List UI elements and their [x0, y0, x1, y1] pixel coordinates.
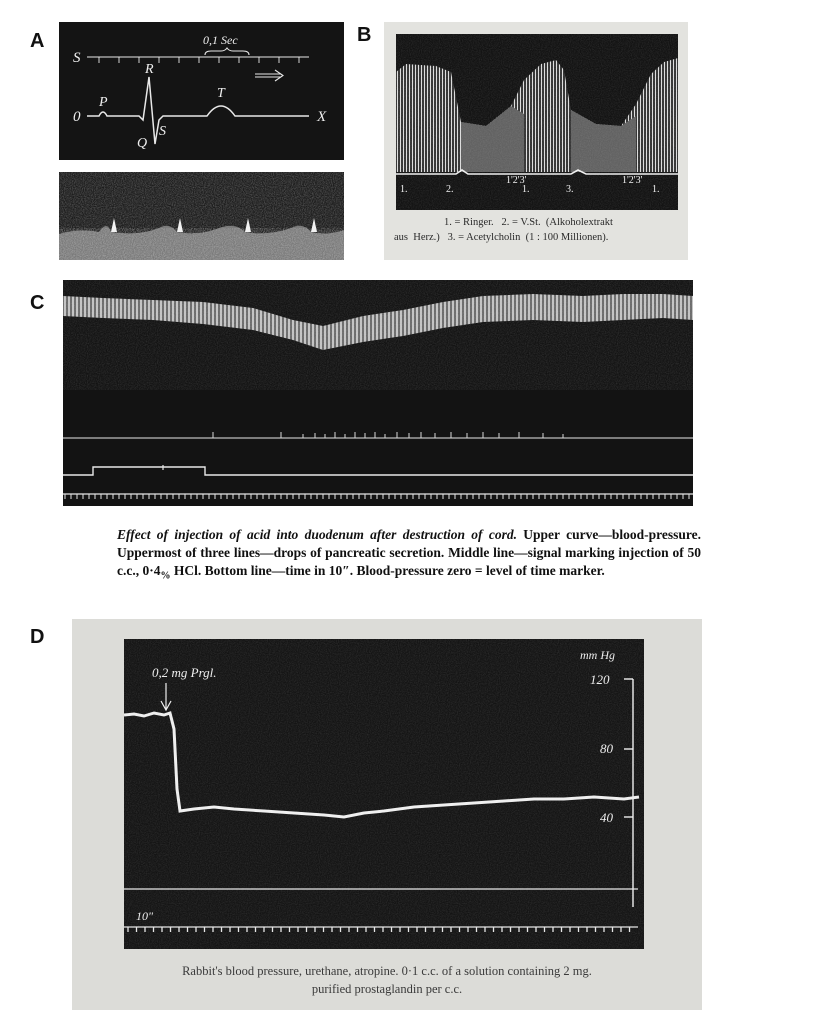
panel-letter-b: B: [357, 24, 372, 46]
marker-1a: 1.: [400, 184, 408, 195]
time-scale-ticks: [99, 57, 299, 63]
panel-d-frame: [72, 619, 702, 1010]
q-wave-label: Q: [137, 136, 148, 151]
panel-c-caption-part1: Upper curve—blood-pressure. Uppermost of three lines—drops of pancreatic secretion. Middle line—signal marking injection of 50 c.c., 0·4: [117, 527, 701, 578]
time-scale-label: 0,1 Sec: [203, 33, 238, 47]
panel-d-recording: [124, 639, 644, 949]
panel-b-caption-line1: 1. = Ringer. 2. = V.St. (Alkoholextrakt: [444, 217, 613, 228]
panel-letter-c: C: [30, 292, 45, 314]
time-label: 10": [136, 909, 154, 923]
mmhg-unit-label: mm Hg: [580, 648, 615, 662]
p-wave-label: P: [99, 95, 108, 110]
panel-d-caption: [92, 962, 682, 998]
panel-b-recording: [396, 34, 678, 210]
tick-40: 40: [600, 810, 613, 825]
tick-80: 80: [600, 741, 613, 756]
panel-letter-a: A: [30, 30, 45, 52]
marker-123b: 1'2'3': [622, 175, 643, 186]
panel-c-recording: [63, 280, 693, 506]
panel-c-caption-percent: %: [160, 570, 171, 582]
panel-d-caption-line2: purified prostaglandin per c.c.: [311, 982, 463, 996]
marker-3: 3.: [566, 184, 574, 195]
marker-2: 2.: [446, 184, 454, 195]
marker-123a: 1'2'3': [506, 175, 527, 186]
ecg-trace: [87, 77, 309, 144]
time-scale-bracket: [205, 48, 249, 55]
direction-arrow-icon: [255, 70, 283, 81]
s-axis-label: S: [73, 50, 81, 66]
panel-b-kymograph: [384, 22, 688, 260]
panel-a-ecg-recording: [59, 172, 344, 260]
marker-1b: 1.: [522, 184, 530, 195]
panel-c-caption-italic: Effect of injection of acid into duodenum after destruction of cord.: [117, 527, 517, 542]
panel-b-caption-line2: aus Herz.) 3. = Acetylcholin (1 : 100 Millionen).: [394, 232, 609, 243]
injection-label: 0,2 mg Prgl.: [152, 665, 217, 680]
t-wave-label: T: [217, 86, 225, 101]
tick-120: 120: [590, 672, 610, 687]
panel-letter-d: D: [30, 626, 45, 648]
panel-d-caption-line1: Rabbit's blood pressure, urethane, atropine. 0·1 c.c. of a solution containing 2 mg.: [182, 964, 592, 978]
baseline-zero-label: 0: [73, 109, 81, 125]
r-wave-label: R: [145, 62, 154, 77]
marker-1c: 1.: [652, 184, 660, 195]
panel-c-caption-part2: HCl. Bottom line—time in 10″. Blood-pressure zero = level of time marker.: [170, 563, 605, 578]
panel-c-caption: [117, 526, 701, 586]
panel-a-ecg-schematic: [59, 22, 344, 160]
x-axis-label: X: [317, 109, 327, 125]
s-wave-label: S: [159, 124, 166, 139]
